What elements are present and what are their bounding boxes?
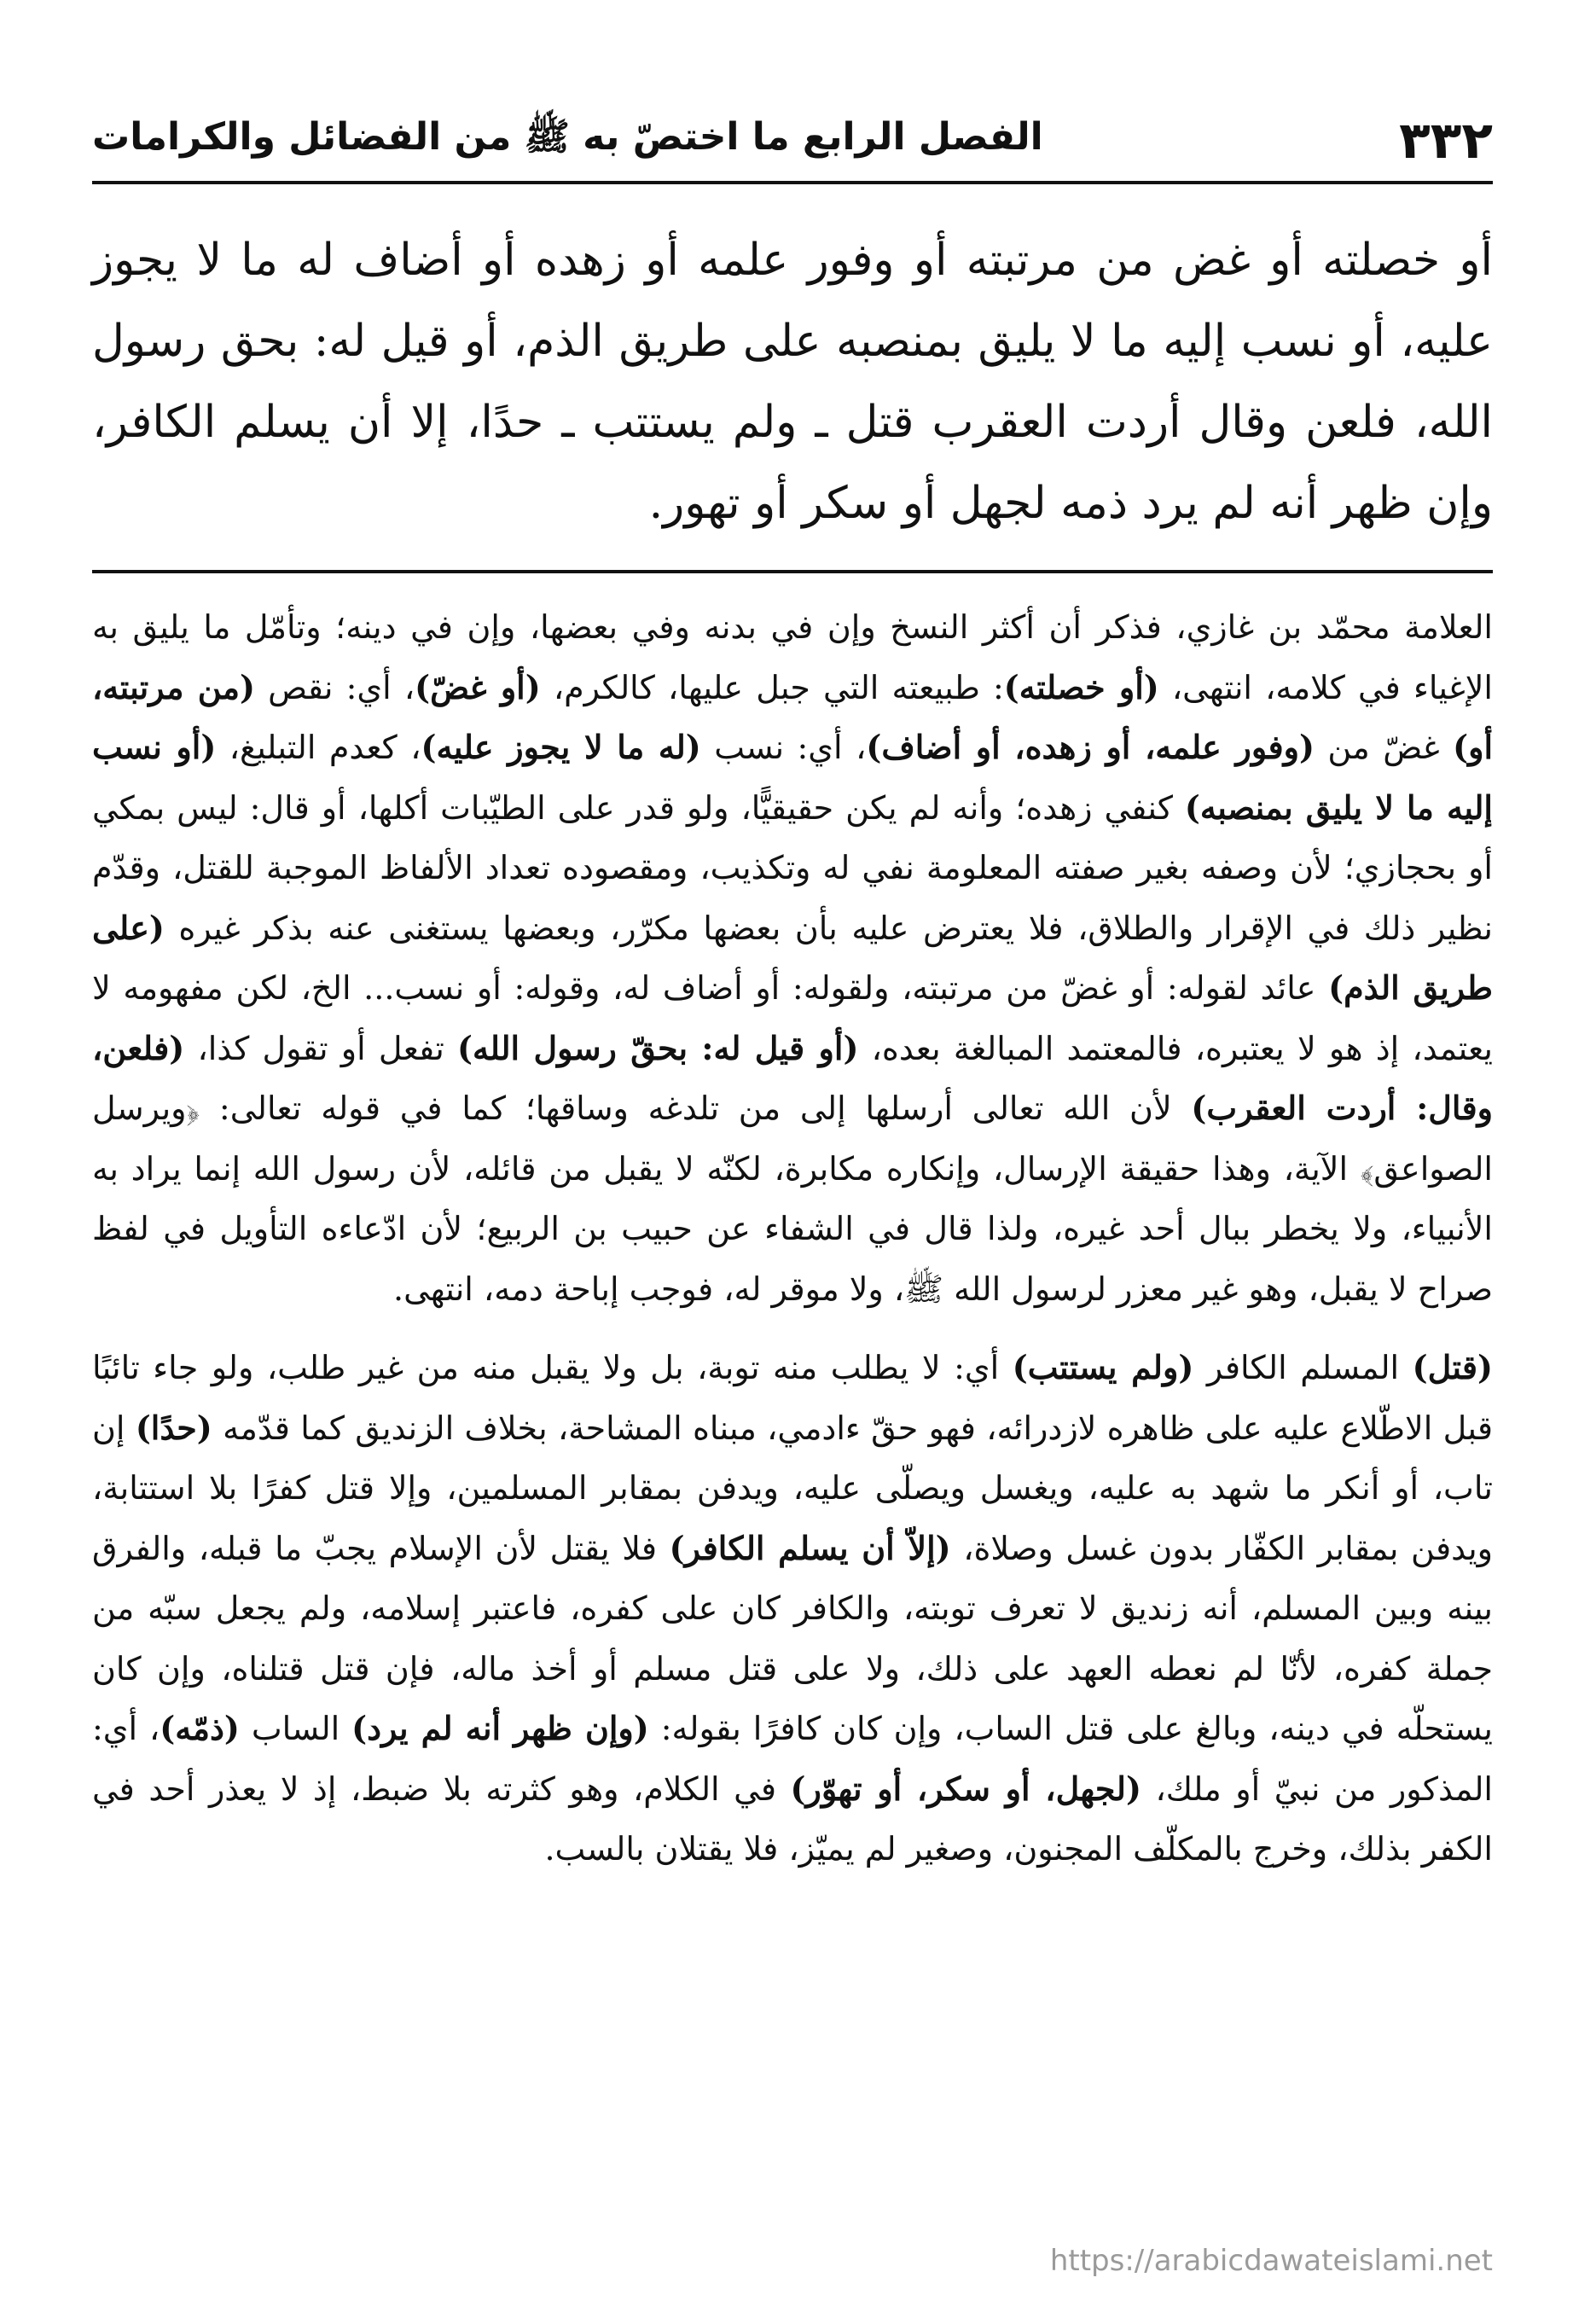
commentary-text: إن تاب، أو أنكر ما شهد به عليه، ويغسل ويصلّى عليه، ويدفن بمقابر المسلمين، وإلا قتل كفرًا بلا استتابة، ويدفن بمقابر الكفّار بدون غسل وصلاة، (92, 1409, 1493, 1567)
header-rule (92, 181, 1493, 184)
quoted-matn-text: (إلاّ أن يسلم الكافر) (669, 1528, 951, 1567)
quoted-matn-text: (ولم يستتب) (1012, 1348, 1194, 1386)
commentary-text: الساب (239, 1710, 352, 1747)
watermark: https://arabicdawateislami.net (1049, 2244, 1493, 2278)
commentary-paragraph-2 (92, 1338, 1493, 1880)
commentary-text: المسلم الكافر (1193, 1349, 1413, 1386)
quoted-matn-text: (أو نسب إليه ما لا يليق بمنصبه) (92, 728, 1493, 827)
commentary-text: لأن الله تعالى أرسلها إلى من تلدغه وساقها؛ كما في قوله تعالى: ﴿ويرسل الصواعق﴾ الآية، وهذا حقيقة الإرسال، وإنكاره مكابرة، لكنّه لا يقبل من قائله، لأن رسول الله إنما يراد به الأنبياء، ولا يخطر ببال أحد غيره، ولذا قال في الشفاء عن حبيب بن الربيع؛ لأن ادّعاءه التأويل في لفظ صراح لا يقبل، وهو غير معزر لرسول الله ﷺ، ولا موقر له، فوجب إباحة دمه، انتهى. (92, 1089, 1493, 1308)
commentary-text: ، كعدم التبليغ، (216, 729, 421, 766)
commentary-text: كنفي زهده؛ وأنه لم يكن حقيقيًّا، ولو قدر على الطيّبات أكلها، أو قال: ليس بمكي أو بحجازي؛ لأن وصفه بغير صفته المعلومة نفي له وتكذيب، ومقصوده تعداد الألفاظ الموجبة للقتل، وقدّم نظير ذلك في الإقرار والطلاق، فلا يعترض عليه بأن بعضها مكرّر، وبعضها يستغنى عنه بذكر غيره (92, 788, 1493, 947)
quoted-matn-text: (أو غضّ) (415, 667, 541, 706)
page-number: ٣٣٢ (1399, 111, 1493, 171)
commentary (92, 597, 1493, 1880)
commentary-text: ، أي: المذكور من نبيّ أو ملك، (92, 1710, 1493, 1808)
commentary-text: أي: لا يطلب منه توبة، بل ولا يقبل منه من غير طلب، ولو جاء تائبًا قبل الاطّلاع عليه على ظاهره لازدرائه، فهو حقّ ءادمي، مبناه المشاحة، بخلاف الزنديق كما قدّمه (92, 1349, 1494, 1447)
commentary-text: فلا يقتل لأن الإسلام يجبّ ما قبله، والفرق بينه وبين المسلم، أنه زنديق لا تعرف توبته، والكافر كان على كفره، فاعتبر إسلامه، ولم يجعل سبّه من جملة كفره، لأنّا لم نعطه العهد على ذلك، ولا على قتل مسلم أو أخذ ماله، فإن قتل قتلناه، وإن كان يستحلّه في دينه، وبالغ على قتل الساب، وإن كان كافرًا بقوله: (92, 1529, 1494, 1747)
quoted-matn-text: (ذمّه) (160, 1709, 240, 1747)
quoted-matn-text: (له ما لا يجوز عليه) (421, 728, 701, 766)
chapter-title: الفصل الرابع ما اختصّ به ﷺ من الفضائل والكرامات (92, 115, 1043, 159)
commentary-text: تفعل أو تقول كذا، (184, 1029, 458, 1067)
commentary-text: ، أي: نقص (255, 668, 415, 706)
quoted-matn-text: (قتل) (1412, 1348, 1493, 1386)
main-text: أو خصلته أو غض من مرتبته أو وفور علمه أو زهده أو أضاف له ما لا يجوز عليه، أو نسب إليه ما لا يليق بمنصبه على طريق الذم، أو قيل له: بحق رسول الله، فلعن وقال أردت العقرب قتل ـ ولم يستتب ـ حدًا، إلا أن يسلم الكافر، وإن ظهر أنه لم يرد ذمه لجهل أو سكر أو تهور. (92, 235, 1493, 529)
commentary-text: في الكلام، وهو كثرته بلا ضبط، إذ لا يعذر أحد في الكفر بذلك، وخرج بالمكلّف المجنون، وصغير لم يميّز، فلا يقتلان بالسب. (92, 1769, 1493, 1868)
commentary-text: عائد لقوله: أو غضّ من مرتبته، ولقوله: أو أضاف له، وقوله: أو نسب... الخ، لكن مفهومه لا يعتمد، إذ هو لا يعتبره، فالمعتمد المبالغة بعده، (92, 969, 1493, 1067)
commentary-text: : طبيعته التي جبل عليها، كالكرم، (540, 668, 1004, 706)
quoted-matn-text: (من مرتبته، أو) (92, 667, 1493, 766)
quoted-matn-text: (وإن ظهر أنه لم يرد) (351, 1709, 649, 1747)
quoted-matn-text: (على طريق الذم) (92, 908, 1493, 1007)
quoted-matn-text: (فلعن، وقال: أردت العقرب) (92, 1028, 1494, 1127)
section-divider (92, 570, 1493, 573)
page-header (92, 102, 1493, 179)
commentary-text: غضّ من (1314, 729, 1454, 766)
commentary-paragraph-1 (92, 597, 1493, 1319)
quoted-matn-text: (وفور علمه، أو زهده، أو أضاف) (866, 728, 1315, 766)
commentary-text: العلامة محمّد بن غازي، فذكر أن أكثر النسخ وإن في بدنه وفي بعضها، وإن في دينه؛ وتأمّل ما يليق به الإغياء في كلامه، انتهى، (92, 608, 1493, 706)
quoted-matn-text: (لجهل، أو سكر، أو تهوّر) (790, 1769, 1141, 1808)
quoted-matn-text: (أو خصلته) (1003, 667, 1159, 706)
commentary-text: ، أي: نسب (700, 729, 867, 766)
quoted-matn-text: (حدًا) (135, 1408, 212, 1447)
quoted-matn-text: (أو قيل له: بحقّ رسول الله) (457, 1028, 859, 1067)
